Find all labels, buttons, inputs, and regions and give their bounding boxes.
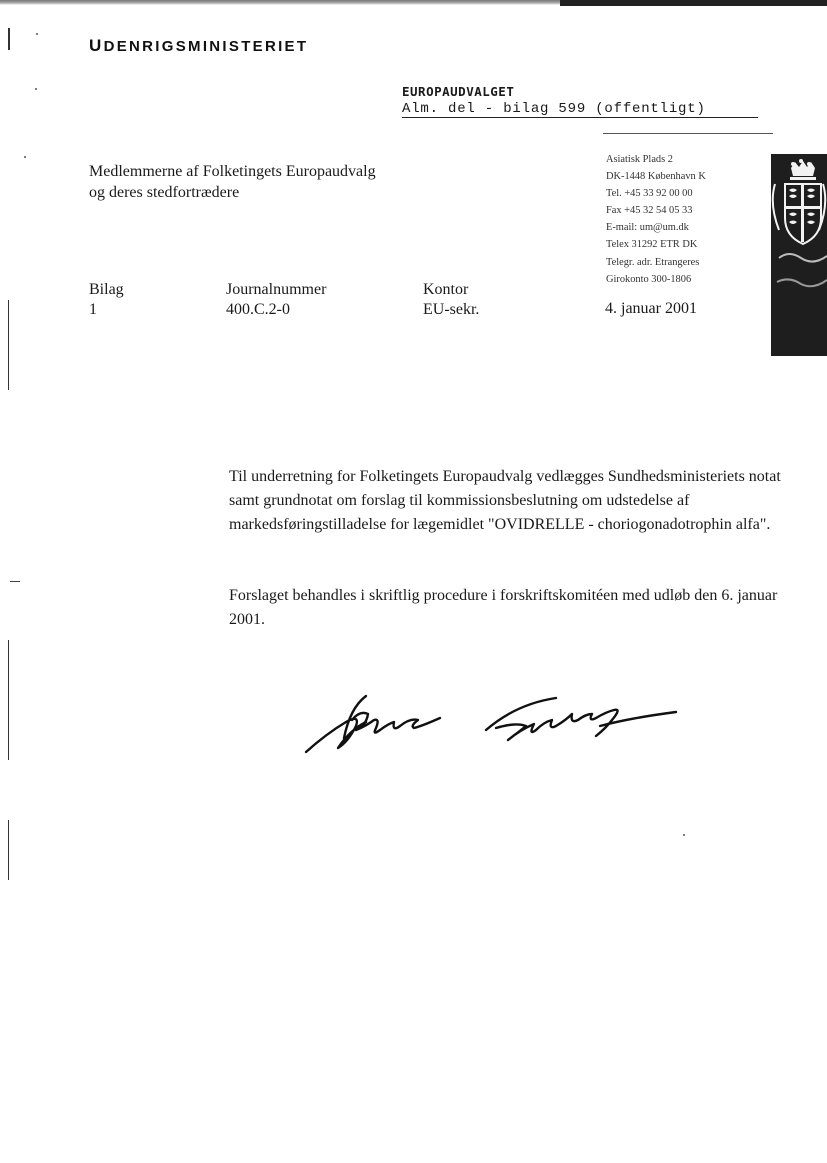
address-line: Tel. +45 33 92 00 00 xyxy=(606,188,693,200)
address-line: E-mail: um@um.dk xyxy=(606,222,689,234)
meta-bilag xyxy=(89,280,124,320)
ministry-name: UDENRIGSMINISTERIET xyxy=(89,36,309,55)
body-paragraph-1: Til underretning for Folketingets Europaudvalg vedlægges Sundhedsministeriets notat samt grundnotat om forslag til kommissionsbeslutning om udstedelse af markedsføringstilladelse for lægemidlet "OVIDRELLE - choriogonadotrophin alfa". xyxy=(229,468,781,533)
journal-label: Journalnummer xyxy=(226,281,327,298)
recipient-line: og deres stedfortrædere xyxy=(89,184,240,201)
address-line: Telegr. adr. Etrangeres xyxy=(606,256,700,268)
scan-top-border-dark xyxy=(560,0,827,6)
recipient-line: Medlemmerne af Folketingets Europaudvalg xyxy=(89,163,376,180)
header-rule xyxy=(603,133,773,134)
kontor-value: EU-sekr. xyxy=(423,301,480,318)
scan-fold-mark xyxy=(10,581,20,582)
committee-stamp: EUROPAUDVALGET xyxy=(402,84,515,99)
kontor-label: Kontor xyxy=(423,281,469,298)
bilag-value: 1 xyxy=(89,301,97,318)
meta-kontor xyxy=(423,280,479,320)
sender-address xyxy=(606,151,706,288)
letter-date: 4. januar 2001 xyxy=(605,300,697,317)
bilag-label: Bilag xyxy=(89,281,124,298)
scan-speck xyxy=(683,834,685,836)
crest-graphic xyxy=(771,154,827,356)
danish-royal-coat-of-arms-icon xyxy=(771,154,827,356)
meta-journal xyxy=(226,280,326,320)
body-paragraph-2: Forslaget behandles i skriftlig procedure i forskriftskomitéen med udløb den 6. januar 2001. xyxy=(229,587,778,628)
address-line: DK-1448 København K xyxy=(606,171,706,183)
address-line: Telex 31292 ETR DK xyxy=(606,239,698,251)
address-line: Asiatisk Plads 2 xyxy=(606,154,673,165)
scan-speck xyxy=(36,33,38,35)
handwritten-signature-icon xyxy=(300,690,690,760)
scan-edge-mark xyxy=(8,640,9,760)
scan-speck xyxy=(35,88,37,90)
annex-reference: Alm. del - bilag 599 (offentligt) xyxy=(402,101,758,118)
scan-edge-mark xyxy=(8,28,10,50)
recipient-block xyxy=(89,161,376,203)
scan-edge-mark xyxy=(8,300,9,390)
journal-value: 400.C.2-0 xyxy=(226,301,290,318)
address-line: Girokonto 300-1806 xyxy=(606,273,692,285)
scan-edge-mark xyxy=(8,820,9,880)
scan-speck xyxy=(24,156,26,158)
address-line: Fax +45 32 54 05 33 xyxy=(606,205,693,217)
